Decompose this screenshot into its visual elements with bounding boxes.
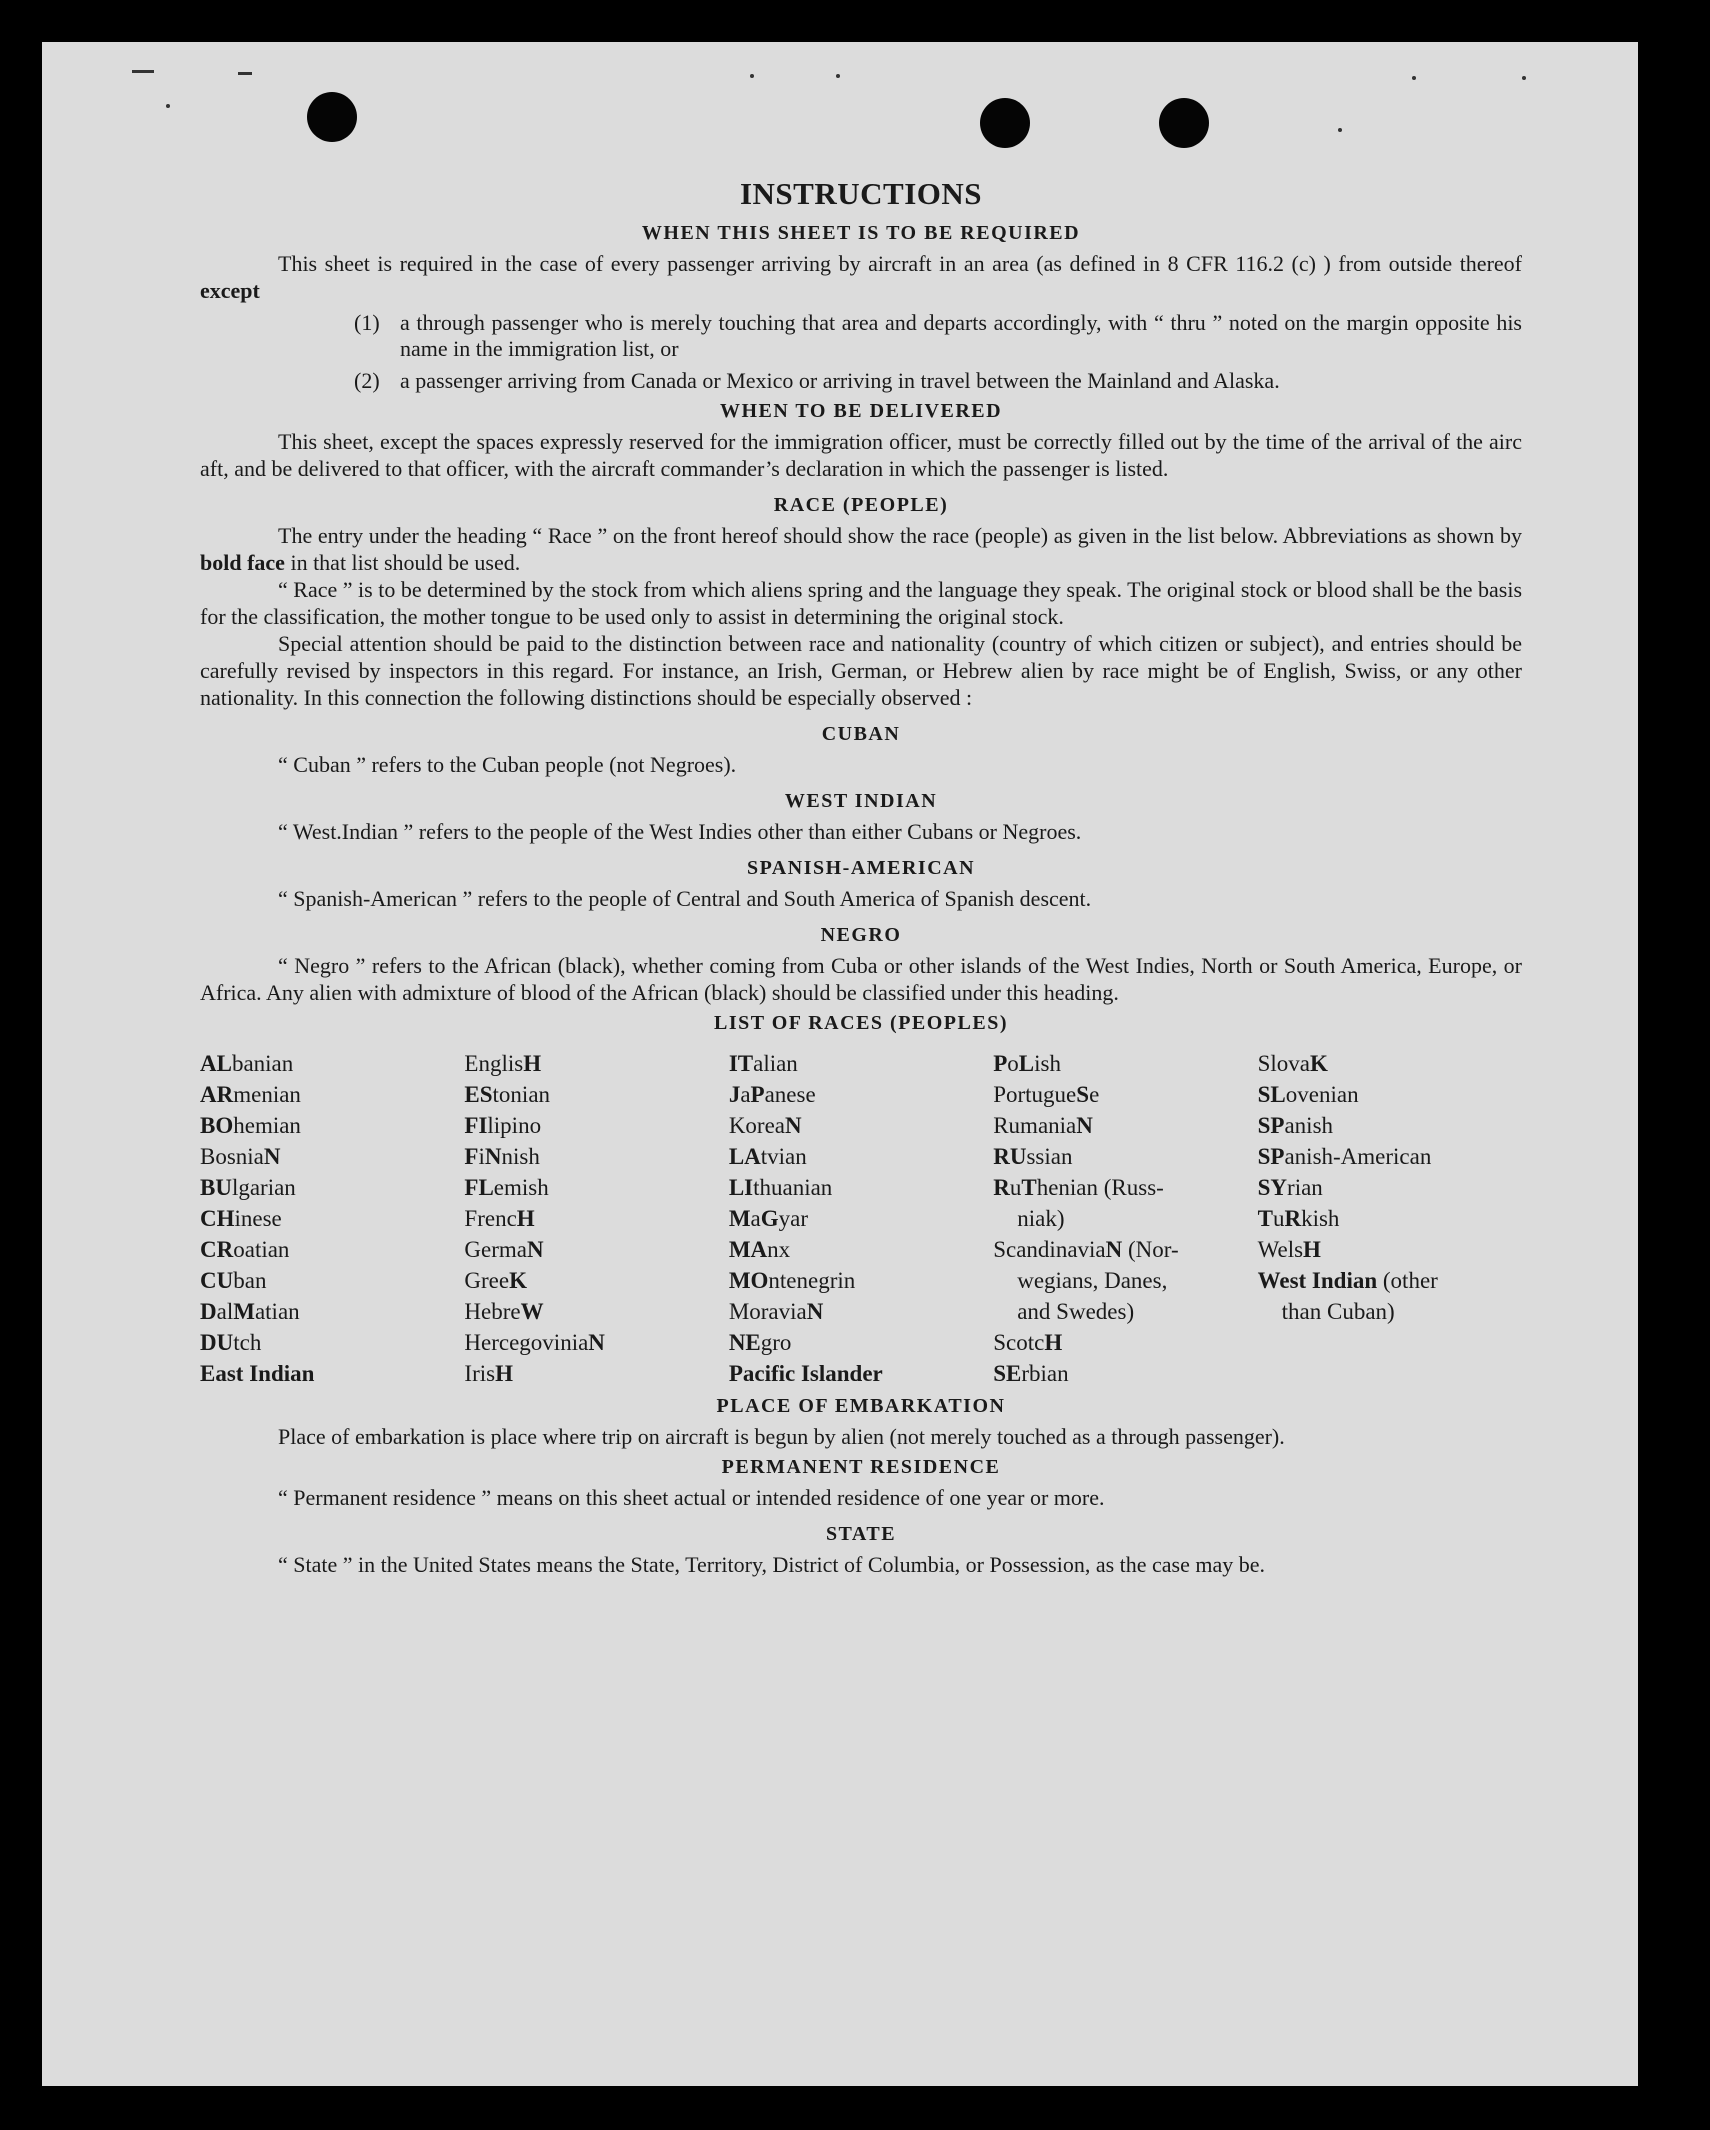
race-entry: [200, 1172, 464, 1203]
race-text: nx: [767, 1237, 791, 1262]
race-entry: [729, 1203, 993, 1234]
race-text: emish: [493, 1175, 549, 1200]
race-abbreviation: MA: [728, 1237, 768, 1262]
item-text: a passenger arriving from Canada or Mexico or arriving in travel between the Mainland and Alaska.: [400, 368, 1280, 393]
race-text: Moravia: [728, 1299, 807, 1324]
page-title: INSTRUCTIONS: [739, 176, 982, 211]
race-abbreviation: N: [263, 1144, 281, 1169]
race-abbreviation: LA: [728, 1144, 761, 1169]
race-text: and Swedes): [1017, 1299, 1135, 1324]
race-abbreviation: N: [484, 1144, 502, 1169]
race-abbreviation: H: [1303, 1237, 1321, 1262]
section-heading-cuban: CUBAN: [821, 723, 901, 745]
punch-hole: [980, 98, 1030, 148]
race-entry: [729, 1327, 993, 1358]
race-text: a: [740, 1082, 751, 1107]
race-abbreviation: IT: [728, 1051, 754, 1076]
race-abbreviation: F: [464, 1144, 479, 1169]
race-abbreviation: H: [1044, 1330, 1063, 1355]
race-text: than Cuban): [1281, 1299, 1395, 1324]
when-required-intro: [200, 250, 1522, 304]
race-text: al: [216, 1299, 234, 1324]
item-number: (1): [354, 310, 380, 335]
race-text: Wels: [1257, 1237, 1304, 1262]
race-abbreviation: K: [509, 1268, 527, 1293]
race-text: banian: [231, 1051, 294, 1076]
race-text: rian: [1287, 1175, 1323, 1200]
race-text: oatian: [233, 1237, 290, 1262]
item-text: a through passenger who is merely touching that area and departs accordingly, with “ thru ” noted on the margin opposite his name in the immigration list, or: [400, 310, 1522, 361]
races-list: [200, 1048, 1522, 1389]
section-heading-spanish-american: SPANISH-AMERICAN: [746, 857, 976, 879]
race-p1-bold: bold face: [200, 550, 285, 575]
race-abbreviation: SP: [1257, 1144, 1285, 1169]
section-heading-west-indian: WEST INDIAN: [784, 790, 938, 812]
race-abbreviation: NE: [728, 1330, 761, 1355]
race-text: rbian: [1021, 1361, 1069, 1386]
instructions-body: [200, 172, 1522, 1578]
race-abbreviation: West Indian: [1257, 1268, 1378, 1293]
race-paragraph-1: [200, 522, 1522, 576]
section-heading-state: STATE: [825, 1523, 897, 1545]
race-entry: [993, 1358, 1257, 1389]
race-text: Englis: [464, 1051, 524, 1076]
race-text: niak): [1017, 1206, 1065, 1231]
race-entry: [464, 1172, 728, 1203]
section-heading-embarkation: PLACE OF EMBARKATION: [716, 1395, 1006, 1417]
race-text: u: [1009, 1175, 1022, 1200]
section-heading-list-of-races: LIST OF RACES (PEOPLES): [713, 1012, 1008, 1034]
race-text: inese: [234, 1206, 282, 1231]
race-abbreviation: BO: [200, 1113, 234, 1138]
race-entry: [200, 1327, 464, 1358]
scan-mark: [1338, 128, 1342, 132]
race-text: gro: [760, 1330, 792, 1355]
race-text: hemian: [233, 1113, 301, 1138]
race-entry: [1258, 1141, 1522, 1172]
exception-item: [354, 310, 1522, 362]
race-abbreviation: AL: [200, 1051, 232, 1076]
races-column: [464, 1048, 728, 1389]
race-text: Scandinavia: [993, 1237, 1106, 1262]
race-text: o: [1007, 1051, 1019, 1076]
race-entry: [729, 1110, 993, 1141]
race-entry: [200, 1265, 464, 1296]
race-abbreviation: H: [495, 1361, 513, 1386]
race-abbreviation: MO: [728, 1268, 769, 1293]
document-page: [42, 42, 1638, 2086]
race-entry: [1258, 1079, 1522, 1110]
scan-mark: [750, 74, 754, 78]
race-entry: [464, 1048, 728, 1079]
race-text: ban: [233, 1268, 267, 1293]
race-abbreviation: D: [200, 1299, 217, 1324]
race-entry: [200, 1141, 464, 1172]
race-entry: [993, 1296, 1257, 1327]
race-abbreviation: DU: [200, 1330, 234, 1355]
race-text: thuanian: [753, 1175, 833, 1200]
section-heading-permanent-residence: PERMANENT RESIDENCE: [721, 1456, 1001, 1478]
race-abbreviation: M: [728, 1206, 751, 1231]
race-entry: [729, 1048, 993, 1079]
cuban-text: “ Cuban ” refers to the Cuban people (not Negroes).: [278, 752, 737, 777]
race-paragraph-3: Special attention should be paid to the distinction between race and nationality (country of which citizen or subject), and entries should be carefully revised by inspectors in this regard. For instance, an Irish, German, or Hebrew alien by race might be of English, Swiss, or any other nationality. In this connection the following distinctions should be especially observed :: [200, 631, 1522, 710]
race-abbreviation: LI: [728, 1175, 754, 1200]
race-entry: [729, 1172, 993, 1203]
race-text: Bosnia: [200, 1144, 264, 1169]
race-text: anish: [1284, 1113, 1334, 1138]
intro-text: This sheet is required in the case of every passenger arriving by aircraft in an area (as defined in 8 CFR 116.2 (c) ) from outside thereof: [278, 251, 1522, 276]
race-entry: [1258, 1265, 1522, 1296]
race-entry: [1258, 1203, 1522, 1234]
race-entry: [1258, 1172, 1522, 1203]
race-entry: [464, 1265, 728, 1296]
race-entry: [464, 1079, 728, 1110]
race-abbreviation: FI: [464, 1113, 488, 1138]
section-heading-negro: NEGRO: [820, 924, 902, 946]
race-entry: [464, 1327, 728, 1358]
race-entry: [729, 1079, 993, 1110]
race-entry: [993, 1110, 1257, 1141]
race-text: Rumania: [993, 1113, 1077, 1138]
race-entry: [729, 1234, 993, 1265]
race-entry: [729, 1296, 993, 1327]
scan-mark: [166, 104, 170, 108]
race-entry: [200, 1079, 464, 1110]
scan-mark: [1522, 76, 1526, 80]
race-entry: [993, 1265, 1257, 1296]
race-text: a: [750, 1206, 761, 1231]
race-text: yar: [778, 1206, 809, 1231]
race-entry: [200, 1358, 464, 1389]
race-abbreviation: G: [760, 1206, 779, 1231]
race-paragraph-2: “ Race ” is to be determined by the stock from which aliens spring and the language they speak. The original stock or blood shall be the basis for the classification, the mother tongue to be used only to assist in determining the original stock.: [200, 577, 1522, 629]
race-text: i: [478, 1144, 485, 1169]
race-entry: [729, 1358, 993, 1389]
race-entry: [464, 1110, 728, 1141]
race-entry: [200, 1048, 464, 1079]
race-abbreviation: CR: [200, 1237, 234, 1262]
race-abbreviation: H: [523, 1051, 542, 1076]
race-text: e: [1089, 1082, 1100, 1107]
race-text: Frenc: [464, 1206, 517, 1231]
race-abbreviation: N: [526, 1237, 544, 1262]
exception-item: [354, 368, 1522, 394]
section-heading-when-delivered: WHEN TO BE DELIVERED: [719, 400, 1003, 422]
race-text: (other: [1377, 1268, 1438, 1293]
race-abbreviation: N: [785, 1113, 802, 1138]
race-entry: [993, 1048, 1257, 1079]
race-abbreviation: H: [516, 1206, 535, 1231]
race-abbreviation: N: [588, 1330, 605, 1355]
race-abbreviation: SE: [993, 1361, 1022, 1386]
scan-mark: [238, 72, 252, 75]
race-abbreviation: East Indian: [200, 1361, 315, 1386]
race-text: (Nor-: [1122, 1237, 1179, 1262]
race-entry: [993, 1172, 1257, 1203]
race-entry: [464, 1296, 728, 1327]
race-abbreviation: P: [750, 1082, 765, 1107]
race-text: lgarian: [231, 1175, 296, 1200]
race-abbreviation: SL: [1257, 1082, 1286, 1107]
race-abbreviation: T: [1021, 1175, 1037, 1200]
race-entry: [464, 1203, 728, 1234]
punch-hole: [307, 92, 357, 142]
race-abbreviation: AR: [200, 1082, 234, 1107]
race-abbreviation: S: [1076, 1082, 1090, 1107]
state-text: “ State ” in the United States means the State, Territory, District of Columbia, or Possession, as the case may be.: [278, 1552, 1266, 1577]
races-column: [729, 1048, 993, 1389]
race-text: wegians, Danes,: [1017, 1268, 1168, 1293]
race-text: Gree: [464, 1268, 510, 1293]
race-text: tch: [233, 1330, 262, 1355]
spanish-american-text: “ Spanish-American ” refers to the people of Central and South America of Spanish descent.: [278, 886, 1092, 911]
race-abbreviation: R: [993, 1175, 1010, 1200]
race-abbreviation: P: [993, 1051, 1008, 1076]
race-text: ish: [1034, 1051, 1061, 1076]
race-text: kish: [1301, 1206, 1340, 1231]
race-entry: [993, 1141, 1257, 1172]
race-abbreviation: R: [1284, 1206, 1302, 1231]
race-abbreviation: SP: [1257, 1113, 1285, 1138]
race-abbreviation: N: [1076, 1113, 1093, 1138]
permanent-residence-text: “ Permanent residence ” means on this sheet actual or intended residence of one year or more.: [278, 1485, 1105, 1510]
race-entry: [200, 1203, 464, 1234]
race-entry: [200, 1296, 464, 1327]
race-entry: [993, 1079, 1257, 1110]
race-text: Hebre: [464, 1299, 521, 1324]
race-entry: [200, 1110, 464, 1141]
race-entry: [1258, 1234, 1522, 1265]
race-abbreviation: N: [1105, 1237, 1123, 1262]
race-entry: [464, 1234, 728, 1265]
race-abbreviation: CH: [200, 1206, 235, 1231]
race-text: Korea: [728, 1113, 785, 1138]
race-abbreviation: BU: [200, 1175, 232, 1200]
race-text: Hercegovinia: [464, 1330, 589, 1355]
race-text: menian: [233, 1082, 301, 1107]
races-column: [993, 1048, 1257, 1389]
race-text: ntenegrin: [768, 1268, 856, 1293]
race-abbreviation: M: [233, 1299, 255, 1324]
race-entry: [464, 1141, 728, 1172]
race-text: anish-American: [1284, 1144, 1432, 1169]
race-entry: [464, 1358, 728, 1389]
race-abbreviation: T: [1257, 1206, 1273, 1231]
race-text: alian: [753, 1051, 798, 1076]
item-number: (2): [354, 368, 380, 393]
race-entry: [993, 1234, 1257, 1265]
race-abbreviation: ES: [464, 1082, 493, 1107]
race-entry: [1258, 1048, 1522, 1079]
race-abbreviation: K: [1310, 1051, 1328, 1076]
race-abbreviation: W: [520, 1299, 544, 1324]
race-text: ssian: [1026, 1144, 1073, 1169]
race-entry: [993, 1327, 1257, 1358]
race-entry: [729, 1141, 993, 1172]
race-text: atian: [254, 1299, 300, 1324]
race-text: henian (Russ-: [1036, 1175, 1164, 1200]
race-text: Iris: [464, 1361, 496, 1386]
negro-text: “ Negro ” refers to the African (black), whether coming from Cuba or other islands of the West Indies, North or South America, Europe, or Africa. Any alien with admixture of blood of the African (black) should be classified under this heading.: [200, 953, 1522, 1005]
race-abbreviation: RU: [993, 1144, 1027, 1169]
race-text: u: [1272, 1206, 1285, 1231]
west-indian-text: “ West.Indian ” refers to the people of the West Indies other than either Cubans or Negroes.: [278, 819, 1082, 844]
section-heading-when-required: WHEN THIS SHEET IS TO BE REQUIRED: [641, 222, 1081, 244]
race-p1-text-end: in that list should be used.: [284, 550, 521, 575]
race-text: ovenian: [1285, 1082, 1359, 1107]
race-abbreviation: CU: [200, 1268, 234, 1293]
race-text: nish: [501, 1144, 540, 1169]
section-heading-race: RACE (PEOPLE): [773, 494, 949, 516]
race-entry: [729, 1265, 993, 1296]
embarkation-text: Place of embarkation is place where trip on aircraft is begun by alien (not merely touched as a through passenger).: [278, 1424, 1285, 1449]
race-text: tonian: [492, 1082, 551, 1107]
punch-hole: [1159, 98, 1209, 148]
races-column: [1258, 1048, 1522, 1389]
race-text: Portugue: [993, 1082, 1077, 1107]
race-entry: [1258, 1296, 1522, 1327]
race-abbreviation: SY: [1257, 1175, 1288, 1200]
race-abbreviation: J: [728, 1082, 741, 1107]
race-entry: [200, 1234, 464, 1265]
scan-mark: [836, 74, 840, 78]
when-delivered-text: This sheet, except the spaces expressly reserved for the immigration officer, must be correctly filled out by the time of the arrival of the airc aft, and be delivered to that officer, with the aircraft commander’s declaration in which the passenger is listed.: [200, 429, 1522, 481]
race-text: Scotc: [993, 1330, 1045, 1355]
scan-mark: [132, 70, 154, 73]
races-column: [200, 1048, 464, 1389]
race-text: tvian: [760, 1144, 807, 1169]
race-abbreviation: N: [806, 1299, 824, 1324]
race-entry: [993, 1203, 1257, 1234]
scan-mark: [1412, 76, 1416, 80]
race-entry: [1258, 1110, 1522, 1141]
race-p1-text: The entry under the heading “ Race ” on the front hereof should show the race (people) as given in the list below. Abbreviations as shown by: [278, 523, 1522, 548]
race-text: Slova: [1257, 1051, 1311, 1076]
race-text: lipino: [487, 1113, 542, 1138]
race-text: anese: [764, 1082, 816, 1107]
race-abbreviation: L: [1018, 1051, 1035, 1076]
race-abbreviation: Pacific Islander: [728, 1361, 883, 1386]
intro-except: except: [200, 278, 260, 303]
race-text: Germa: [464, 1237, 527, 1262]
race-abbreviation: FL: [464, 1175, 494, 1200]
